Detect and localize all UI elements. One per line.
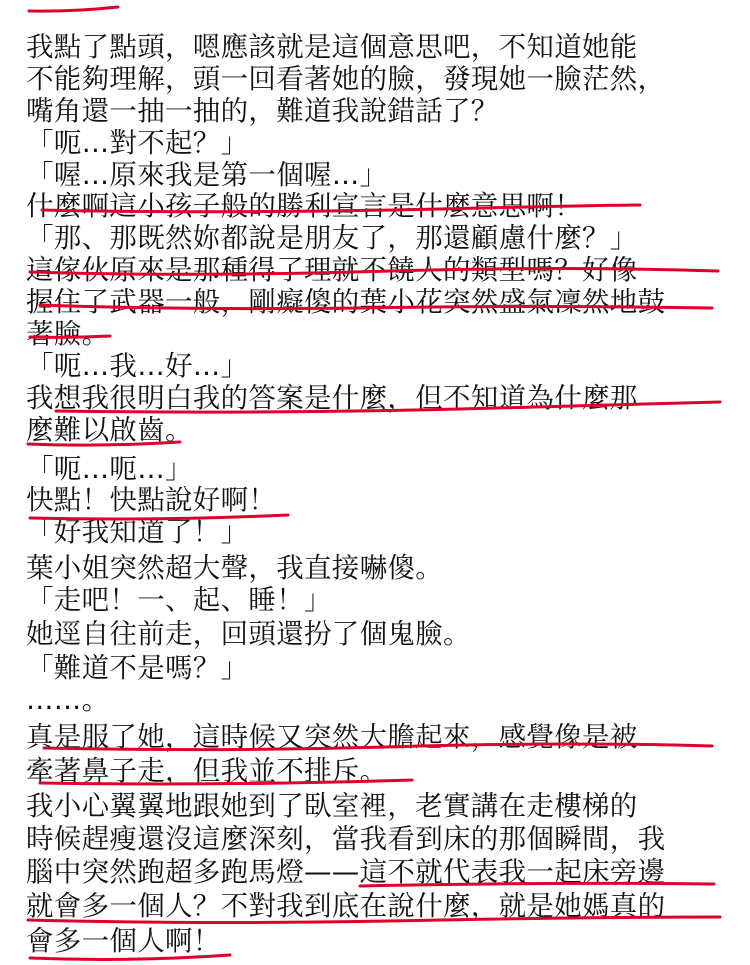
text-line: 什麼啊這小孩子般的勝利宣言是什麼意思啊！	[26, 190, 582, 222]
text-line: 不能夠理解，頭一回看著她的臉，發現她一臉茫然，	[26, 63, 666, 95]
text-line: 我想我很明白我的答案是什麼，但不知道為什麼那	[26, 382, 638, 414]
dialogue-line: 「呃…對不起？」	[26, 127, 249, 159]
text-line: 真是服了她，這時候又突然大膽起來，感覺像是被	[26, 721, 638, 753]
text-line: 她逕自往前走，回頭還扮了個鬼臉。	[26, 618, 471, 650]
text-line: 麼難以啟齒。	[26, 414, 193, 446]
text-line: 快點！快點說好啊！	[26, 484, 277, 516]
underline-mark	[29, 7, 118, 11]
text-line: 握住了武器一般，剛癡傻的葉小花突然盛氣凜然地鼓	[26, 286, 666, 318]
text-line: 這傢伙原來是那種得了理就不饒人的類型嗎？好像	[26, 254, 638, 286]
text-line: 會多一個人啊！	[26, 925, 221, 957]
dialogue-line: 「難道不是嗎？」	[26, 652, 249, 684]
text-line: 我小心翼翼地跟她到了臥室裡，老實講在走樓梯的	[26, 790, 638, 822]
text-line: ……。	[26, 684, 110, 716]
text-line: 腦中突然跑超多跑馬燈——這不就代表我一起床旁邊	[26, 856, 666, 888]
dialogue-line: 「走吧！一、起、睡！」	[26, 584, 332, 616]
text-line: 就會多一個人？不對我到底在說什麼，就是她媽真的	[26, 890, 666, 922]
text-line: 葉小姐突然超大聲，我直接嚇傻。	[26, 552, 443, 584]
text-line: 時候趕瘦還沒這麼深刻，當我看到床的那個瞬間，我	[26, 823, 666, 855]
text-line: 著臉。	[26, 318, 110, 350]
text-line: 嘴角還一抽一抽的，難道我說錯話了？	[26, 95, 499, 127]
text-line: 牽著鼻子走，但我並不排斥。	[26, 755, 388, 787]
dialogue-line: 「那、那既然妳都說是朋友了，那還顧慮什麼？」	[26, 222, 638, 254]
dialogue-line: 「好我知道了！」	[26, 516, 249, 548]
text-line: 我點了點頭，嗯應該就是這個意思吧，不知道她能	[26, 31, 638, 63]
dialogue-line: 「喔…原來我是第一個喔…」	[26, 159, 388, 191]
dialogue-line: 「呃…呃…」	[26, 453, 193, 485]
dialogue-line: 「呃…我…好…」	[26, 350, 249, 382]
